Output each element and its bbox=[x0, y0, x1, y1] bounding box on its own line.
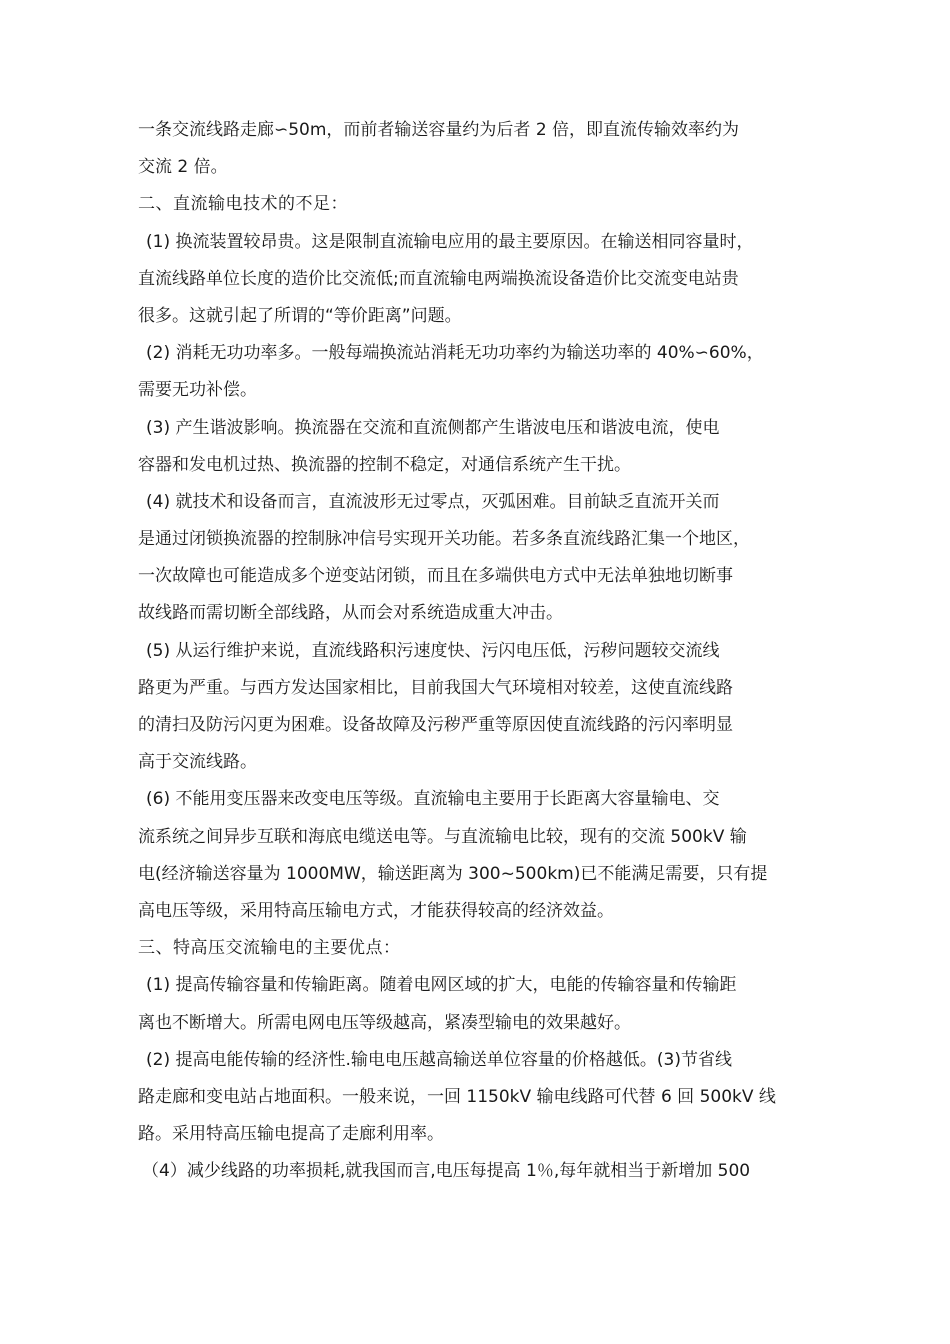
paragraph-line: 交流 2 倍。 bbox=[138, 157, 228, 178]
list-item-4-line: （4）减少线路的功率损耗,就我国而言,电压每提高 1％,每年就相当于新增加 500 bbox=[142, 1161, 751, 1182]
paragraph-line: 离也不断增大。所需电网电压等级越高，紧凑型输电的效果越好。 bbox=[138, 1012, 631, 1033]
paragraph-line: 路更为严重。与西方发达国家相比，目前我国大气环境相对较差，这使直流线路 bbox=[138, 677, 733, 698]
paragraph-line: 直流线路单位长度的造价比交流低;而直流输电两端换流设备造价比交流变电站贵 bbox=[138, 268, 739, 289]
document-body bbox=[138, 112, 828, 1190]
list-item-3-line: (3) 产生谐波影响。换流器在交流和直流侧都产生谐波电压和谐波电流，使电 bbox=[146, 417, 720, 438]
list-item-2-line: (2) 提高电能传输的经济性.输电电压越高输送单位容量的价格越低。(3)节省线 bbox=[146, 1049, 732, 1070]
section-heading: 三、特高压交流输电的主要优点： bbox=[138, 938, 401, 959]
paragraph-line: 路走廊和变电站占地面积。一般来说，一回 1150kV 输电线路可代替 6 回 500kV 线 bbox=[138, 1086, 776, 1107]
list-item-2-line: (2) 消耗无功功率多。一般每端换流站消耗无功功率约为输送功率的 40%∽60%， bbox=[146, 343, 764, 364]
list-item-1-line: (1) 提高传输容量和传输距离。随着电网区域的扩大，电能的传输容量和传输距 bbox=[146, 975, 737, 996]
paragraph-line: 容器和发电机过热、换流器的控制不稳定，对通信系统产生干扰。 bbox=[138, 454, 631, 475]
paragraph-line: 一条交流线路走廊∽50m，而前者输送容量约为后者 2 倍，即直流传输效率约为 bbox=[138, 120, 740, 140]
paragraph-line: 电(经济输送容量为 1000MW，输送距离为 300~500km)已不能满足需要，只有提 bbox=[138, 863, 768, 884]
paragraph-line: 一次故障也可能造成多个逆变站闭锁，而且在多端供电方式中无法单独地切断事 bbox=[138, 566, 733, 587]
list-item-5-line: (5) 从运行维护来说，直流线路积污速度快、污闪电压低，污秽问题较交流线 bbox=[146, 640, 720, 661]
list-item-4-line: (4) 就技术和设备而言，直流波形无过零点，灭弧困难。目前缺乏直流开关而 bbox=[146, 491, 720, 512]
paragraph-line: 路。采用特高压输电提高了走廊利用率。 bbox=[138, 1124, 444, 1145]
list-item-1-line: (1) 换流装置较昂贵。这是限制直流输电应用的最主要原因。在输送相同容量时， bbox=[146, 231, 754, 252]
paragraph-line: 故线路而需切断全部线路，从而会对系统造成重大冲击。 bbox=[138, 603, 563, 624]
paragraph-line: 的清扫及防污闪更为困难。设备故障及污秽严重等原因使直流线路的污闪率明显 bbox=[138, 715, 733, 735]
paragraph-line: 流系统之间异步互联和海底电缆送电等。与直流输电比较，现有的交流 500kV 输 bbox=[138, 826, 747, 847]
paragraph-line: 是通过闭锁换流器的控制脉冲信号实现开关功能。若多条直流线路汇集一个地区， bbox=[138, 529, 750, 550]
paragraph-line: 高于交流线路。 bbox=[138, 752, 257, 773]
section-heading: 二、直流输电技术的不足： bbox=[138, 194, 348, 215]
paragraph-line: 很多。这就引起了所谓的“等价距离”问题。 bbox=[138, 305, 462, 326]
list-item-6-line: (6) 不能用变压器来改变电压等级。直流输电主要用于长距离大容量输电、交 bbox=[146, 789, 720, 810]
paragraph-line: 高电压等级，采用特高压输电方式，才能获得较高的经济效益。 bbox=[138, 900, 614, 921]
paragraph-line: 需要无功补偿。 bbox=[138, 380, 257, 401]
